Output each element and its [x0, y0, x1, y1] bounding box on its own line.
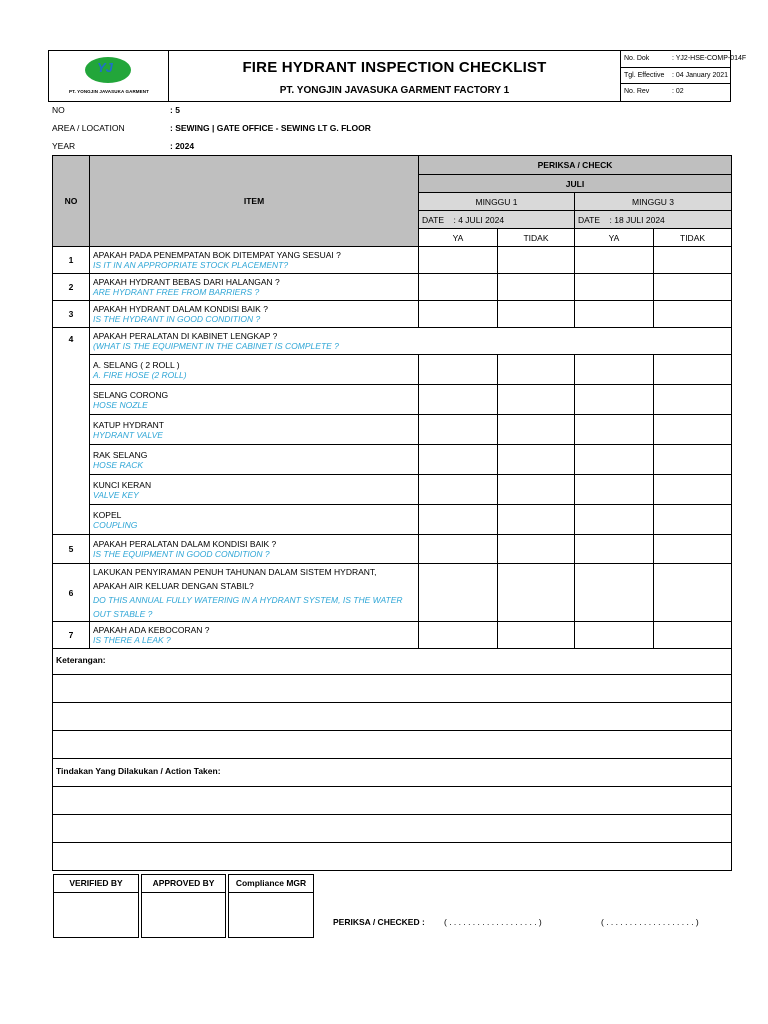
date-value: : 18 JULI 2024 — [609, 214, 665, 225]
item-cell — [90, 328, 732, 355]
check-header: PERIKSA / CHECK — [419, 156, 732, 175]
item-text-en: HOSE NOZLE — [93, 399, 148, 410]
document-header — [48, 50, 747, 102]
week-3-header: MINGGU 3 — [575, 193, 732, 211]
action-taken-line[interactable] — [53, 843, 732, 871]
sub-item-cell — [90, 415, 419, 445]
check-cell-ya-3[interactable] — [575, 445, 654, 475]
item-text-id: KUNCI KERAN — [93, 479, 152, 490]
check-cell-ya-1[interactable] — [419, 247, 498, 274]
check-cell-ya-3[interactable] — [575, 505, 654, 535]
sub-item-cell — [90, 445, 419, 475]
action-taken-label: Tindakan Yang Dilakukan / Action Taken: — [53, 759, 732, 787]
check-cell-tidak-1[interactable] — [498, 415, 575, 445]
check-cell-tidak-3[interactable] — [654, 415, 732, 445]
sub-item-row — [53, 415, 732, 445]
logo-mark: YJ — [97, 60, 113, 75]
sub-item-cell — [90, 385, 419, 415]
item-text-id: APAKAH ADA KEBOCORAN ? — [93, 625, 210, 635]
verified-by-label: VERIFIED BY — [54, 875, 138, 893]
tidak-header: TIDAK — [498, 229, 575, 247]
sub-item-row — [53, 355, 732, 385]
check-cell-ya-1[interactable] — [419, 475, 498, 505]
item-text-en: A. FIRE HOSE (2 ROLL) — [93, 369, 187, 380]
col-header-item: ITEM — [90, 156, 419, 247]
item-text-en: IS THE EQUIPMENT IN GOOD CONDITION ? — [93, 549, 270, 559]
item-cell — [90, 535, 419, 564]
item-text-id: KATUP HYDRANT — [93, 419, 165, 430]
sub-item-cell — [90, 355, 419, 385]
check-cell-tidak-1[interactable] — [498, 445, 575, 475]
item-text-id: LAKUKAN PENYIRAMAN PENUH TAHUNAN DALAM SISTEM HYDRANT, — [93, 566, 377, 577]
tidak-header: TIDAK — [654, 229, 732, 247]
row-number: 1 — [53, 247, 90, 274]
row-number: 7 — [53, 622, 90, 649]
meta-effective-date — [621, 68, 730, 85]
check-cell-ya-3[interactable] — [575, 564, 654, 622]
date-value: : 4 JULI 2024 — [453, 214, 505, 225]
check-cell-ya-1[interactable] — [419, 274, 498, 301]
item-text-id: APAKAH HYDRANT DALAM KONDISI BAIK ? — [93, 304, 268, 314]
action-taken-line[interactable] — [53, 787, 732, 815]
check-cell-tidak-1[interactable] — [498, 301, 575, 328]
check-cell-tidak-1[interactable] — [498, 535, 575, 564]
check-cell-ya-1[interactable] — [419, 415, 498, 445]
date-label: DATE — [422, 214, 445, 225]
check-cell-ya-3[interactable] — [575, 355, 654, 385]
check-cell-ya-1[interactable] — [419, 535, 498, 564]
table-row — [53, 622, 732, 649]
document-title: FIRE HYDRANT INSPECTION CHECKLIST — [242, 59, 547, 76]
checklist-table — [52, 155, 732, 871]
table-row — [53, 328, 732, 355]
meta-key: No. Rev — [624, 88, 650, 96]
check-cell-ya-3[interactable] — [575, 535, 654, 564]
row-number: 5 — [53, 535, 90, 564]
action-taken-line[interactable] — [53, 815, 732, 843]
item-text-id: KOPEL — [93, 509, 122, 520]
row-number: 3 — [53, 301, 90, 328]
week-3-date[interactable] — [575, 211, 732, 229]
keterangan-line[interactable] — [53, 731, 732, 759]
checked-label: PERIKSA / CHECKED : — [333, 917, 425, 927]
date-label: DATE — [578, 214, 601, 225]
month-header: JULI — [419, 175, 732, 193]
item-cell — [90, 247, 419, 274]
check-cell-tidak-3[interactable] — [654, 564, 732, 622]
meta-revision — [621, 84, 730, 101]
table-row — [53, 274, 732, 301]
meta-value: : 04 January 2021 — [672, 71, 729, 79]
item-text-en: IS IT IN AN APPROPRIATE STOCK PLACEMENT? — [93, 260, 289, 270]
check-cell-ya-3[interactable] — [575, 247, 654, 274]
row-number: 4 — [53, 328, 90, 535]
checked-signature-1[interactable]: ( . . . . . . . . . . . . . . . . . . . ) — [444, 917, 542, 927]
checked-signature-2[interactable]: ( . . . . . . . . . . . . . . . . . . . ) — [601, 917, 699, 927]
item-cell — [90, 274, 419, 301]
logo-company-name: PT. YONGJIN JAVASUKA GARMENT — [69, 89, 149, 94]
title-cell — [169, 51, 621, 101]
item-text-en: HOSE RACK — [93, 459, 144, 470]
check-cell-tidak-3[interactable] — [654, 274, 732, 301]
document-meta — [621, 51, 747, 101]
item-text-en: VALVE KEY — [93, 489, 139, 500]
check-cell-tidak-3[interactable] — [654, 535, 732, 564]
check-cell-ya-1[interactable] — [419, 445, 498, 475]
approved-by-box[interactable] — [141, 874, 226, 938]
meta-value: : YJ2-HSE-COMP-014F — [672, 55, 747, 62]
check-cell-tidak-3[interactable] — [654, 355, 732, 385]
check-cell-tidak-3[interactable] — [654, 301, 732, 328]
check-cell-tidak-3[interactable] — [654, 505, 732, 535]
check-cell-tidak-1[interactable] — [498, 355, 575, 385]
check-cell-ya-3[interactable] — [575, 385, 654, 415]
info-value[interactable]: : SEWING | GATE OFFICE - SEWING LT G. FLOOR — [170, 123, 371, 133]
info-label: YEAR — [52, 141, 76, 151]
check-cell-tidak-3[interactable] — [654, 622, 732, 649]
check-cell-tidak-3[interactable] — [654, 385, 732, 415]
meta-value: : 02 — [672, 88, 684, 96]
col-header-no: NO — [53, 156, 90, 247]
item-text-en: OUT STABLE ? — [93, 608, 153, 619]
item-text-en: ARE HYDRANT FREE FROM BARRIERS ? — [93, 287, 260, 297]
table-row — [53, 301, 732, 328]
item-cell — [90, 564, 419, 622]
sub-item-row — [53, 445, 732, 475]
check-cell-ya-1[interactable] — [419, 622, 498, 649]
keterangan-label: Keterangan: — [53, 649, 732, 675]
item-text-id: SELANG CORONG — [93, 389, 169, 400]
table-row — [53, 535, 732, 564]
keterangan-line[interactable] — [53, 703, 732, 731]
item-text-en: HYDRANT VALVE — [93, 429, 163, 440]
table-row — [53, 247, 732, 274]
keterangan-line[interactable] — [53, 675, 732, 703]
ya-header: YA — [575, 229, 654, 247]
meta-doc-no — [621, 51, 747, 68]
sub-item-cell — [90, 475, 419, 505]
check-cell-ya-1[interactable] — [419, 385, 498, 415]
check-cell-tidak-3[interactable] — [654, 247, 732, 274]
meta-key: Tgl. Effective — [624, 71, 665, 79]
item-text-id: APAKAH PERALATAN DALAM KONDISI BAIK ? — [93, 539, 277, 549]
check-cell-ya-3[interactable] — [575, 475, 654, 505]
sub-item-row — [53, 385, 732, 415]
sub-item-row — [53, 475, 732, 505]
info-value[interactable]: : 2024 — [170, 141, 195, 151]
item-text-id: APAKAH AIR KELUAR DENGAN STABIL? — [93, 580, 254, 591]
meta-key: No. Dok — [624, 55, 650, 62]
row-number: 6 — [53, 564, 90, 622]
compliance-mgr-label: Compliance MGR — [229, 875, 313, 893]
check-cell-ya-1[interactable] — [419, 564, 498, 622]
sub-item-cell — [90, 505, 419, 535]
check-cell-ya-1[interactable] — [419, 301, 498, 328]
check-cell-tidak-3[interactable] — [654, 445, 732, 475]
verified-by-box[interactable] — [53, 874, 139, 938]
check-cell-tidak-1[interactable] — [498, 247, 575, 274]
check-cell-ya-1[interactable] — [419, 355, 498, 385]
item-text-en: (WHAT IS THE EQUIPMENT IN THE CABINET IS COMPLETE ? — [93, 341, 339, 351]
sub-item-row — [53, 505, 732, 535]
item-text-en: IS THE HYDRANT IN GOOD CONDITION ? — [93, 314, 261, 324]
check-cell-tidak-3[interactable] — [654, 475, 732, 505]
item-cell — [90, 622, 419, 649]
check-cell-ya-3[interactable] — [575, 274, 654, 301]
check-cell-tidak-1[interactable] — [498, 622, 575, 649]
check-cell-tidak-1[interactable] — [498, 475, 575, 505]
document-subtitle: PT. YONGJIN JAVASUKA GARMENT FACTORY 1 — [279, 85, 510, 96]
item-text-id: RAK SELANG — [93, 449, 148, 460]
check-cell-tidak-1[interactable] — [498, 505, 575, 535]
item-text-id: APAKAH PADA PENEMPATAN BOK DITEMPAT YANG SESUAI ? — [93, 250, 341, 260]
info-label: NO — [52, 105, 65, 115]
item-text-id: A. SELANG ( 2 ROLL ) — [93, 359, 180, 370]
ya-header: YA — [419, 229, 498, 247]
company-logo — [49, 51, 169, 101]
week-1-header: MINGGU 1 — [419, 193, 575, 211]
check-cell-ya-3[interactable] — [575, 301, 654, 328]
item-text-id: APAKAH PERALATAN DI KABINET LENGKAP ? — [93, 331, 278, 341]
table-row — [53, 564, 732, 622]
check-cell-ya-1[interactable] — [419, 505, 498, 535]
check-cell-tidak-1[interactable] — [498, 564, 575, 622]
item-text-en: IS THERE A LEAK ? — [93, 635, 171, 645]
item-text-en: COUPLING — [93, 519, 138, 530]
week-1-date[interactable] — [419, 211, 575, 229]
info-value[interactable]: : 5 — [170, 105, 180, 115]
check-cell-tidak-1[interactable] — [498, 274, 575, 301]
check-cell-ya-3[interactable] — [575, 622, 654, 649]
compliance-mgr-box[interactable] — [228, 874, 314, 938]
info-label: AREA / LOCATION — [52, 123, 125, 133]
check-cell-ya-3[interactable] — [575, 415, 654, 445]
item-text-id: APAKAH HYDRANT BEBAS DARI HALANGAN ? — [93, 277, 280, 287]
item-text-en: DO THIS ANNUAL FULLY WATERING IN A HYDRANT SYSTEM, IS THE WATER — [93, 594, 403, 605]
approved-by-label: APPROVED BY — [142, 875, 225, 893]
row-number: 2 — [53, 274, 90, 301]
check-cell-tidak-1[interactable] — [498, 385, 575, 415]
item-cell — [90, 301, 419, 328]
